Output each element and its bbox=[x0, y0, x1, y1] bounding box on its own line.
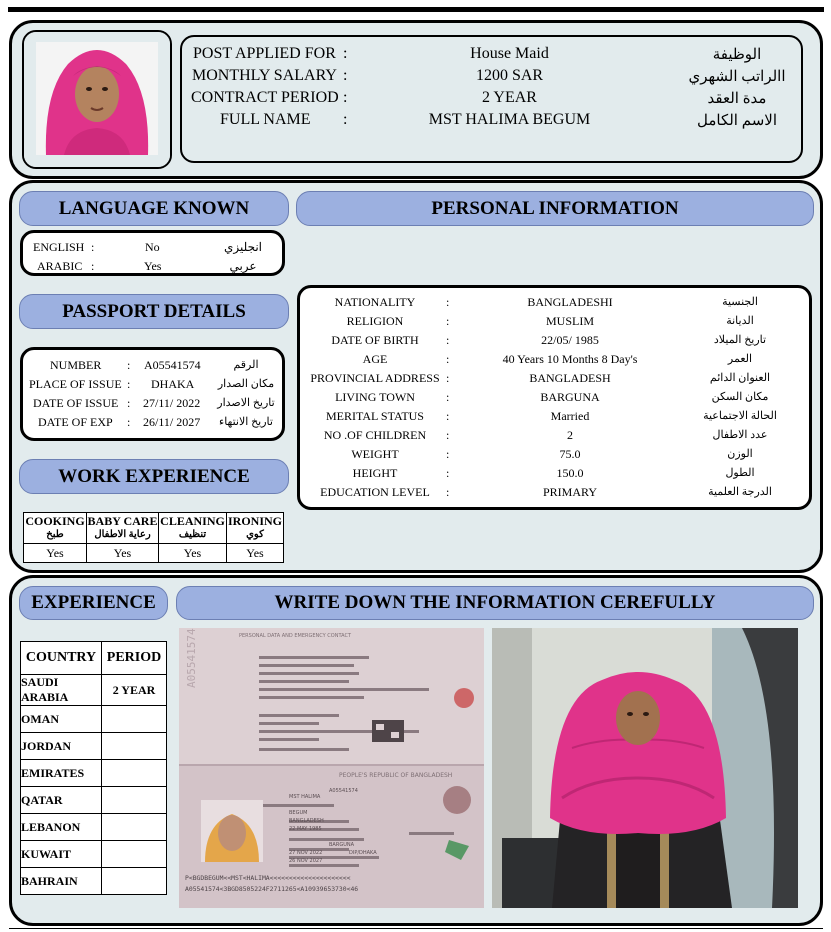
row-contract-period bbox=[182, 89, 802, 111]
job-summary-box bbox=[180, 35, 803, 163]
personal-label-en: NATIONALITY bbox=[334, 295, 416, 309]
personal-value: 75.0 bbox=[559, 447, 581, 461]
colon: : bbox=[343, 45, 348, 62]
skill-cleaning-en: CLEANING bbox=[160, 514, 225, 528]
personal-value: 40 Years 10 Months 8 Day's bbox=[502, 352, 638, 366]
bottom-rule bbox=[9, 928, 823, 932]
personal-label-ar: الوزن bbox=[727, 448, 753, 460]
skill-cooking-en: COOKING bbox=[25, 514, 85, 528]
skill-ironing-en: IRONING bbox=[227, 514, 282, 528]
passport-bottom-heading: PEOPLE'S REPUBLIC OF BANGLADESH bbox=[339, 772, 453, 779]
experience-heading: EXPERIENCE bbox=[19, 586, 168, 620]
colon: : bbox=[446, 409, 450, 423]
language-known-heading: LANGUAGE KNOWN bbox=[19, 191, 289, 226]
passport-exp-en: DATE OF EXP bbox=[38, 415, 113, 429]
label-ar-full-name: الاسم الكامل bbox=[696, 113, 777, 129]
personal-label-en: MERITAL STATUS bbox=[326, 409, 424, 423]
personal-label-en: PROVINCIAL ADDRESS bbox=[310, 371, 440, 385]
personal-row bbox=[300, 371, 812, 390]
passport-issue: 27 NOV 2022 bbox=[289, 850, 323, 856]
colon: : bbox=[343, 111, 348, 128]
passport-number-en: NUMBER bbox=[50, 358, 102, 372]
passport-place-en: PLACE OF ISSUE bbox=[29, 377, 122, 391]
experience-header-row bbox=[21, 642, 167, 675]
personal-row bbox=[300, 447, 812, 466]
passport-top-heading: PERSONAL DATA AND EMERGENCY CONTACT bbox=[239, 633, 352, 639]
personal-value: 2 bbox=[567, 428, 573, 442]
experience-row bbox=[21, 760, 167, 787]
personal-info-rows bbox=[300, 295, 812, 505]
experience-row bbox=[21, 814, 167, 841]
colon: : bbox=[446, 447, 450, 461]
personal-label-ar: الطول bbox=[725, 467, 755, 479]
lang-arabic-en: ARABIC bbox=[37, 259, 83, 273]
experience-row bbox=[21, 706, 167, 733]
value-contract-period: 2 YEAR bbox=[482, 89, 537, 106]
full-body-photo bbox=[492, 628, 798, 908]
passport-details-heading: PASSPORT DETAILS bbox=[19, 294, 289, 329]
label-ar-post-applied: الوظيفة bbox=[712, 47, 762, 63]
personal-row bbox=[300, 390, 812, 409]
passport-place-value: DHAKA bbox=[151, 377, 195, 391]
colon: : bbox=[446, 352, 450, 366]
personal-label-en: DATE OF BIRTH bbox=[331, 333, 419, 347]
personal-row bbox=[300, 314, 812, 333]
personal-value: BARGUNA bbox=[540, 390, 600, 404]
experience-period bbox=[102, 760, 167, 787]
personal-row bbox=[300, 295, 812, 314]
personal-row bbox=[300, 409, 812, 428]
personal-label-en: LIVING TOWN bbox=[335, 390, 415, 404]
experience-country: JORDAN bbox=[21, 733, 102, 760]
experience-country: OMAN bbox=[21, 706, 102, 733]
experience-row bbox=[21, 675, 167, 706]
personal-label-ar: تاريخ الميلاد bbox=[713, 334, 767, 346]
passport-birthplace: BARGUNA bbox=[329, 842, 355, 848]
passport-number-ar: الرقم bbox=[233, 359, 259, 371]
passport-doc-number: A05541574 bbox=[329, 788, 358, 794]
passport-surname: BEGUM bbox=[289, 810, 308, 816]
experience-country: EMIRATES bbox=[21, 760, 102, 787]
skill-babycare-en: BABY CARE bbox=[87, 514, 158, 528]
row-monthly-salary bbox=[182, 67, 802, 89]
work-experience-heading: WORK EXPERIENCE bbox=[19, 459, 289, 494]
experience-country: KUWAIT bbox=[21, 841, 102, 868]
notice-heading: WRITE DOWN THE INFORMATION CEREFULLY bbox=[176, 586, 814, 620]
personal-info-box bbox=[297, 285, 812, 510]
value-post-applied: House Maid bbox=[470, 45, 549, 62]
personal-label-en: EDUCATION LEVEL bbox=[320, 485, 430, 499]
experience-period bbox=[102, 814, 167, 841]
passport-box bbox=[20, 347, 285, 441]
passport-exp-value: 26/11/ 2027 bbox=[143, 415, 201, 429]
skill-babycare-ar: رعاية الاطفال bbox=[94, 529, 151, 540]
skill-cooking-value: Yes bbox=[24, 544, 87, 563]
skill-cooking-header bbox=[24, 513, 87, 544]
personal-row bbox=[300, 333, 812, 352]
personal-label-en: WEIGHT bbox=[351, 447, 399, 461]
skill-ironing-header bbox=[227, 513, 284, 544]
colon: : bbox=[446, 390, 450, 404]
passport-place-ar: مكان الصدار bbox=[217, 378, 275, 390]
personal-value: PRIMARY bbox=[542, 485, 598, 499]
row-full-name bbox=[182, 111, 802, 133]
experience-period-header: PERIOD bbox=[102, 642, 167, 675]
colon: : bbox=[446, 314, 450, 328]
personal-label-en: NO .OF CHILDREN bbox=[323, 428, 427, 442]
colon: : bbox=[343, 67, 348, 84]
work-skills-header-row bbox=[24, 513, 284, 544]
personal-label-ar: الدرجة العلمية bbox=[708, 486, 772, 498]
personal-value: MUSLIM bbox=[545, 314, 594, 328]
experience-country: BAHRAIN bbox=[21, 868, 102, 895]
lang-arabic-ar: عربي bbox=[229, 259, 257, 273]
label-contract-period: CONTRACT PERIOD bbox=[191, 89, 339, 106]
personal-value: 150.0 bbox=[556, 466, 584, 480]
personal-row bbox=[300, 352, 812, 371]
skill-cooking-ar: طبخ bbox=[46, 529, 64, 540]
passport-mrz-1: P<BGDBEGUM<<MST<HALIMA<<<<<<<<<<<<<<<<<<<<< bbox=[185, 874, 351, 882]
personal-label-en: HEIGHT bbox=[352, 466, 398, 480]
colon: : bbox=[343, 89, 348, 106]
work-skills-table bbox=[23, 512, 284, 563]
work-skills-value-row bbox=[24, 544, 284, 563]
colon: : bbox=[91, 259, 95, 273]
passport-expiry: 26 NOV 2027 bbox=[289, 858, 323, 864]
colon: : bbox=[127, 377, 131, 391]
profile-photo bbox=[22, 30, 172, 169]
personal-row bbox=[300, 428, 812, 447]
experience-country: SAUDI ARABIA bbox=[21, 675, 102, 706]
personal-value: 22/05/ 1985 bbox=[541, 333, 599, 347]
language-box bbox=[20, 230, 285, 276]
top-rule bbox=[8, 7, 824, 12]
colon: : bbox=[127, 415, 131, 429]
full-body-graphic bbox=[492, 628, 798, 908]
lang-arabic-value: Yes bbox=[144, 259, 162, 273]
experience-row bbox=[21, 787, 167, 814]
experience-row bbox=[21, 733, 167, 760]
colon: : bbox=[91, 240, 95, 254]
passport-side-number: A05541574 bbox=[185, 628, 198, 688]
passport-issue-value: 27/11/ 2022 bbox=[143, 396, 201, 410]
experience-country: LEBANON bbox=[21, 814, 102, 841]
experience-period bbox=[102, 868, 167, 895]
experience-row bbox=[21, 841, 167, 868]
personal-label-ar: عدد الاطفال bbox=[712, 429, 768, 441]
portrait-image bbox=[24, 32, 170, 167]
lang-english-en: ENGLISH bbox=[33, 240, 85, 254]
label-monthly-salary: MONTHLY SALARY bbox=[192, 67, 337, 84]
label-ar-monthly-salary: االراتب الشهري bbox=[688, 69, 786, 85]
personal-label-ar: العمر bbox=[727, 353, 753, 365]
passport-authority: DIP/DHAKA bbox=[349, 850, 377, 856]
skill-cleaning-header bbox=[159, 513, 227, 544]
passport-scan-image bbox=[179, 628, 484, 908]
passport-exp-ar: تاريخ الانتهاء bbox=[219, 416, 273, 428]
passport-issue-en: DATE OF ISSUE bbox=[33, 396, 119, 410]
personal-value: BANGLADESHI bbox=[527, 295, 613, 309]
personal-information-heading: PERSONAL INFORMATION bbox=[296, 191, 814, 226]
experience-period bbox=[102, 706, 167, 733]
personal-label-ar: مكان السكن bbox=[711, 391, 769, 403]
value-full-name: MST HALIMA BEGUM bbox=[428, 111, 591, 128]
passport-issue-ar: تاريخ الاصدار bbox=[217, 397, 275, 409]
skill-ironing-ar: كوي bbox=[246, 529, 264, 540]
personal-label-ar: الحالة الاجتماعية bbox=[703, 410, 777, 422]
experience-period: 2 YEAR bbox=[102, 675, 167, 706]
experience-country: QATAR bbox=[21, 787, 102, 814]
label-ar-contract-period: مدة العقد bbox=[707, 91, 767, 107]
experience-country-header: COUNTRY bbox=[21, 642, 102, 675]
experience-row bbox=[21, 868, 167, 895]
skill-babycare-value: Yes bbox=[87, 544, 159, 563]
colon: : bbox=[446, 371, 450, 385]
personal-label-en: AGE bbox=[362, 352, 388, 366]
experience-table bbox=[20, 641, 167, 895]
personal-label-en: RELIGION bbox=[346, 314, 404, 328]
colon: : bbox=[446, 428, 450, 442]
personal-label-ar: الجنسية bbox=[722, 296, 758, 308]
skill-ironing-value: Yes bbox=[227, 544, 284, 563]
value-monthly-salary: 1200 SAR bbox=[475, 67, 544, 84]
experience-period bbox=[102, 841, 167, 868]
skill-cleaning-ar: تنظيف bbox=[178, 529, 207, 540]
personal-label-ar: العنوان الدائم bbox=[709, 372, 771, 384]
colon: : bbox=[446, 485, 450, 499]
passport-number-value: A05541574 bbox=[144, 358, 201, 372]
row-post-applied bbox=[182, 45, 802, 67]
colon: : bbox=[446, 333, 450, 347]
passport-mrz-2: A05541574<3BGD8505224F2711265<A10939653730<46 bbox=[185, 885, 359, 893]
personal-row bbox=[300, 466, 812, 485]
personal-row bbox=[300, 485, 812, 504]
passport-country: BANGLADESH bbox=[289, 818, 324, 824]
personal-value: BANGLADESH bbox=[529, 371, 611, 385]
label-post-applied: POST APPLIED FOR bbox=[193, 45, 336, 62]
skill-babycare-header bbox=[87, 513, 159, 544]
personal-value: Married bbox=[550, 409, 590, 423]
colon: : bbox=[446, 466, 450, 480]
colon: : bbox=[127, 396, 131, 410]
passport-dob: 22 MAY 1985 bbox=[289, 826, 322, 832]
colon: : bbox=[446, 295, 450, 309]
experience-period bbox=[102, 733, 167, 760]
passport-scan-graphic bbox=[179, 628, 484, 908]
passport-given: MST HALIMA bbox=[289, 794, 321, 800]
colon: : bbox=[127, 358, 131, 372]
label-full-name: FULL NAME bbox=[220, 111, 311, 128]
personal-label-ar: الديانة bbox=[726, 315, 754, 327]
skill-cleaning-value: Yes bbox=[159, 544, 227, 563]
lang-english-value: No bbox=[145, 240, 160, 254]
experience-period bbox=[102, 787, 167, 814]
lang-english-ar: انجليزي bbox=[223, 240, 263, 254]
